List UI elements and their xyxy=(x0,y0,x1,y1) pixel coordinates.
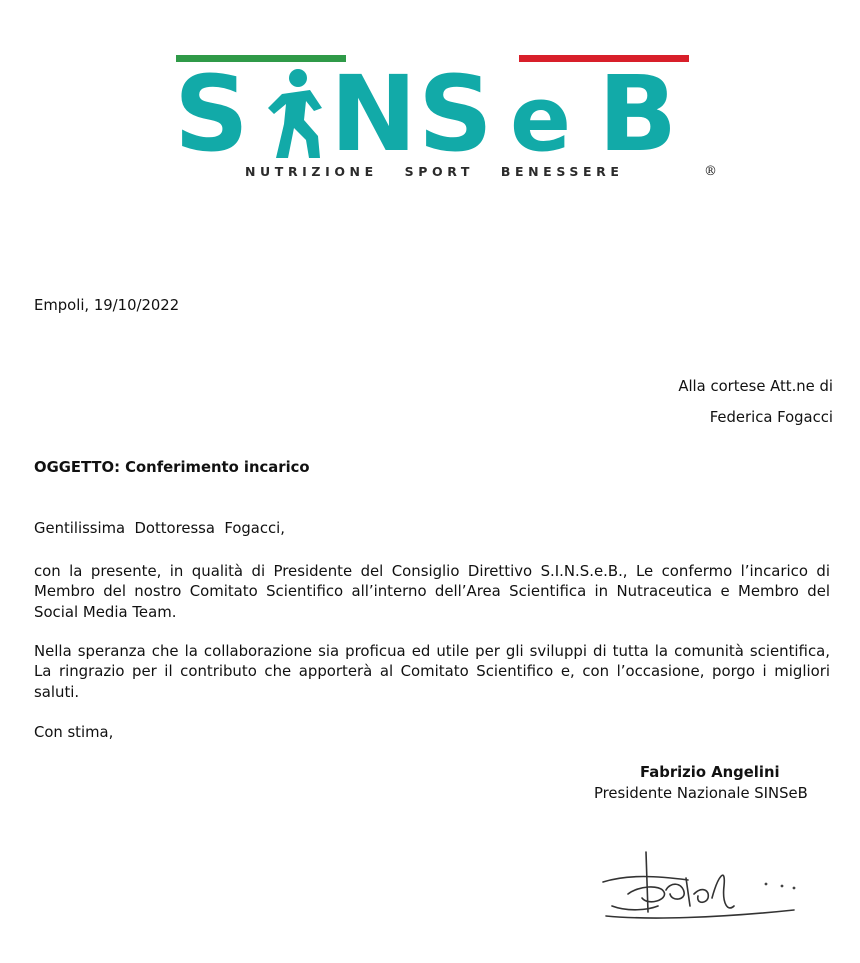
signer-name: Fabrizio Angelini xyxy=(640,764,780,781)
place-date: Empoli, 19/10/2022 xyxy=(34,297,180,314)
logo-red-bar xyxy=(519,55,689,62)
signer-title: Presidente Nazionale SINSeB xyxy=(594,785,808,802)
svg-text:N: N xyxy=(330,64,418,160)
paragraph-1: con la presente, in qualità di Presidente del Consiglio Direttivo S.I.N.S.e.B., Le confermo l’incarico di Membro del nostro Comitato Scientifico all’interno dell’Area Scientifica in Nutraceutica e Membro del Social Media Team. xyxy=(34,562,830,621)
logo-tagline: NUTRIZIONE SPORT BENESSERE xyxy=(245,164,624,179)
recipient-line-1: Alla cortese Att.ne di xyxy=(678,378,833,395)
closing: Con stima, xyxy=(34,724,114,741)
recipient-name: Federica Fogacci xyxy=(709,409,833,426)
subject-line: OGGETTO: Conferimento incarico xyxy=(34,459,310,476)
svg-text:S: S xyxy=(418,64,493,160)
handwritten-signature xyxy=(598,846,808,926)
paragraph-2: Nella speranza che la collaborazione sia proficua ed utile per gli sviluppi di tutta la comunità scientifica, La ringrazio per il contributo che apporterà al Comitato Scientifico e, con l’occasione, porgo i migliori saluti. xyxy=(34,642,830,701)
svg-text:S: S xyxy=(174,64,249,160)
logo-wordmark-graphic xyxy=(170,64,700,160)
svg-text:e: e xyxy=(510,67,572,160)
registered-mark: ® xyxy=(704,164,717,179)
runner-icon xyxy=(268,69,322,158)
salutation: Gentilissima Dottoressa Fogacci, xyxy=(34,520,285,537)
svg-text:B: B xyxy=(598,64,678,160)
logo-green-bar xyxy=(176,55,346,62)
